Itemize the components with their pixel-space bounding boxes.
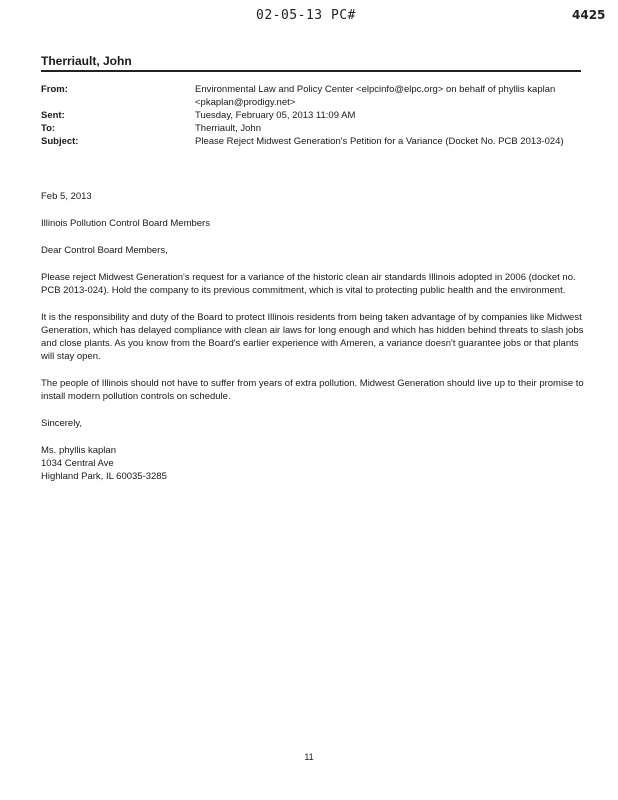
meta-value-sent: Tuesday, February 05, 2013 11:09 AM <box>195 110 356 121</box>
letter-date: Feb 5, 2013 <box>41 191 92 202</box>
letter-signature: Ms. phyllis kaplan 1034 Central Ave Highland Park, IL 60035-3285 <box>41 445 167 482</box>
letter-body <box>41 190 586 497</box>
meta-row-sent <box>41 109 601 122</box>
meta-value-from: Environmental Law and Policy Center <elpcinfo@elpc.org> on behalf of phyllis kaplan <pkaplan@prodigy.net> <box>195 84 556 108</box>
meta-value-to: Therriault, John <box>195 123 262 134</box>
meta-row-to <box>41 122 601 135</box>
letter-salutation: Dear Control Board Members, <box>41 245 168 256</box>
meta-value-subject: Please Reject Midwest Generation's Petition for a Variance (Docket No. PCB 2013-024) <box>195 136 564 147</box>
meta-label-sent: Sent: <box>41 110 65 121</box>
meta-label-subject: Subject: <box>41 136 79 147</box>
header-divider <box>41 70 581 72</box>
letter-paragraph-2: It is the responsibility and duty of the Board to protect Illinois residents from being taken advantage of by companies like Midwest Generation, which has delayed compliance with clean air laws for long enough and which has hidden behind threats to slash jobs and close plants. As you know from the Board's earlier experience with Ameren, a variance doesn't guarantee jobs or that plants will stay open. <box>41 312 584 362</box>
meta-label-from: From: <box>41 84 68 95</box>
email-meta <box>41 83 601 148</box>
page-number: 11 <box>304 752 314 762</box>
letter-paragraph-1: Please reject Midwest Generation's request for a variance of the historic clean air standards Illinois adopted in 2006 (docket no. PCB 2013-024). Hold the company to its previous commitment, which is vital to protecting public health and the environment. <box>41 272 576 296</box>
meta-row-subject <box>41 135 601 148</box>
document-number: 4425 <box>572 8 606 22</box>
fax-date-code: 02-05-13 PC# <box>256 8 356 23</box>
letter-paragraph-3: The people of Illinois should not have to suffer from years of extra pollution. Midwest Generation should live up to their promise to install modern pollution controls on schedule. <box>41 378 584 402</box>
sender-name: Therriault, John <box>41 54 132 68</box>
meta-label-to: To: <box>41 123 56 134</box>
fax-header <box>0 6 618 26</box>
letter-recipient: Illinois Pollution Control Board Members <box>41 218 210 229</box>
meta-row-from <box>41 83 601 109</box>
letter-closing: Sincerely, <box>41 418 83 429</box>
